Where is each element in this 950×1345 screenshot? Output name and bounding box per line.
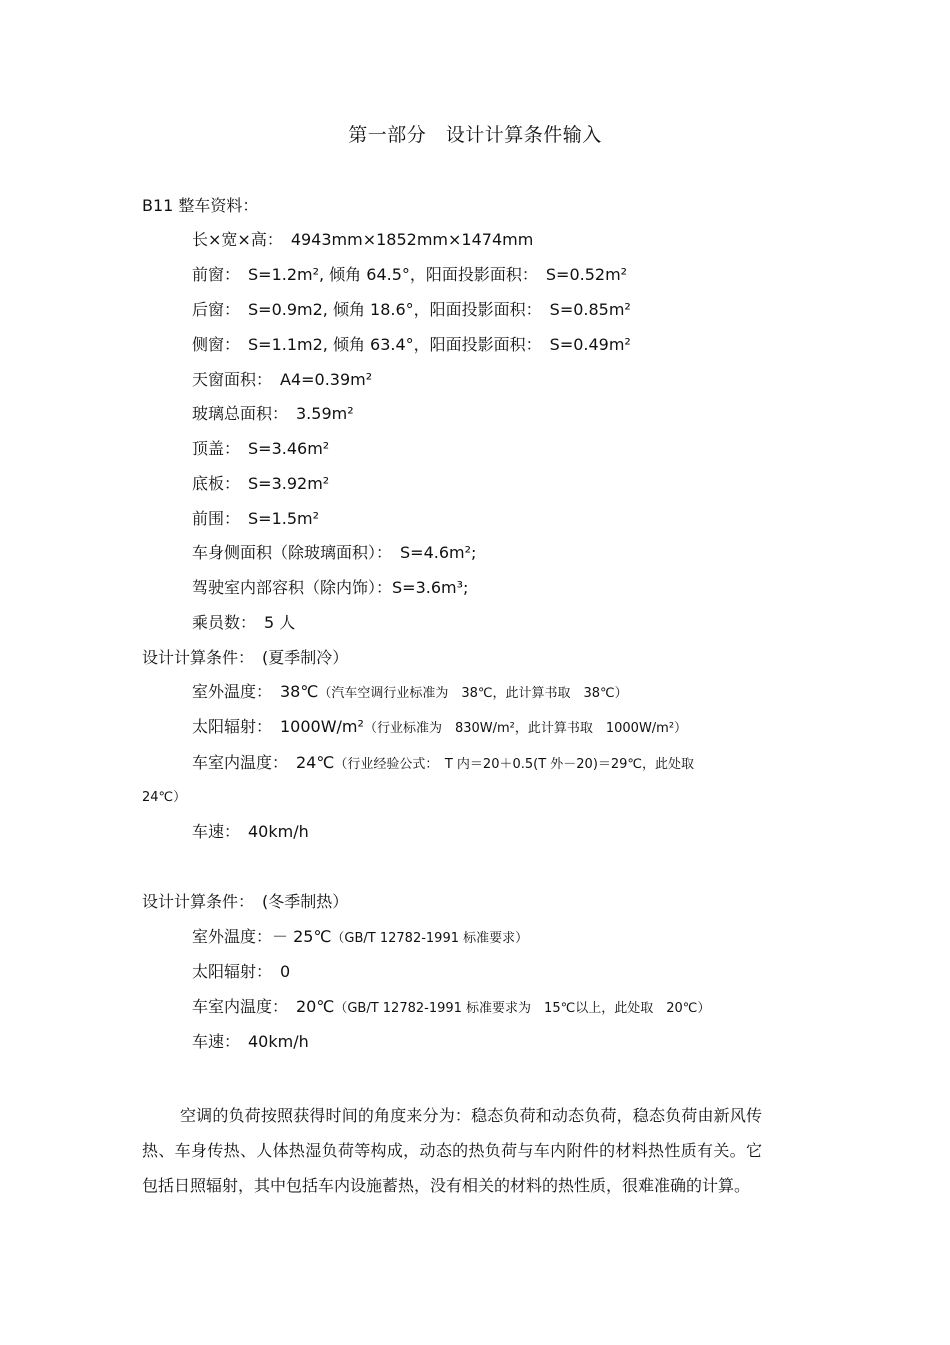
summer-indoor-note-cont: 24℃） bbox=[142, 790, 187, 805]
winter-outdoor-temp bbox=[192, 927, 528, 949]
summer-indoor-label: 车室内温度： 24℃ bbox=[192, 753, 335, 772]
floor-area: 底板： S=3.92m² bbox=[192, 474, 330, 493]
winter-indoor-temp bbox=[192, 997, 710, 1019]
summer-solar-label: 太阳辐射： 1000W/m² bbox=[192, 717, 364, 736]
summer-indoor-note: （行业经验公式： T 内＝20＋0.5(T 外－20)＝29℃，此处取 bbox=[334, 757, 695, 772]
glass-total-area: 玻璃总面积： 3.59m² bbox=[192, 404, 354, 423]
front-wall-area: 前围： S=1.5m² bbox=[192, 509, 320, 528]
summer-heading: 设计计算条件： (夏季制冷） bbox=[142, 648, 349, 667]
summer-speed: 车速： 40km/h bbox=[192, 822, 309, 841]
vehicle-dimensions: 长×宽×高： 4943mm×1852mm×1474mm bbox=[192, 230, 534, 249]
summer-outdoor-label: 室外温度： 38℃ bbox=[192, 682, 319, 701]
cabin-volume: 驾驶室内部容积（除内饰）：S=3.6m³; bbox=[192, 578, 469, 597]
side-window: 侧窗： S=1.1m2, 倾角 63.4°，阳面投影面积： S=0.49m² bbox=[192, 335, 631, 354]
body-side-area: 车身侧面积（除玻璃面积）： S=4.6m²; bbox=[192, 543, 477, 562]
rear-window: 后窗： S=0.9m2, 倾角 18.6°，阳面投影面积： S=0.85m² bbox=[192, 300, 631, 319]
summer-indoor-temp bbox=[192, 753, 694, 775]
summer-outdoor-temp bbox=[192, 682, 628, 704]
winter-solar: 太阳辐射： 0 bbox=[192, 962, 291, 981]
winter-indoor-label: 车室内温度： 20℃ bbox=[192, 997, 335, 1016]
sunroof-area: 天窗面积： A4=0.39m² bbox=[192, 370, 373, 389]
winter-outdoor-label: 室外温度：－ 25℃ bbox=[192, 927, 332, 946]
front-window: 前窗： S=1.2m², 倾角 64.5°，阳面投影面积： S=0.52m² bbox=[192, 265, 628, 284]
winter-speed: 车速： 40km/h bbox=[192, 1032, 309, 1051]
summer-solar-note: （行业标准为 830W/m²，此计算书取 1000W/m²） bbox=[363, 721, 688, 736]
winter-heading: 设计计算条件： (冬季制热） bbox=[142, 892, 349, 911]
summer-solar bbox=[192, 717, 687, 739]
page-title: 第一部分 设计计算条件输入 bbox=[348, 124, 602, 146]
winter-indoor-note: （GB/T 12782-1991 标准要求为 15℃以上，此处取 20℃） bbox=[334, 1001, 711, 1016]
vehicle-heading: B11 整车资料： bbox=[142, 196, 259, 215]
summer-outdoor-note: （汽车空调行业标准为 38℃，此计算书取 38℃） bbox=[318, 686, 628, 701]
load-description-paragraph: 空调的负荷按照获得时间的角度来分为：稳态负荷和动态负荷，稳态负荷由新风传热、车身传热、人体热湿负荷等构成，动态的热负荷与车内附件的材料热性质有关。它包括日照辐射，其中包括车内设施蓄热，没有相关的材料的热性质，很难准确的计算。 bbox=[142, 1106, 762, 1195]
roof-area: 顶盖： S=3.46m² bbox=[192, 439, 330, 458]
winter-outdoor-note: （GB/T 12782-1991 标准要求） bbox=[331, 931, 529, 946]
occupants: 乘员数： 5 人 bbox=[192, 613, 296, 632]
